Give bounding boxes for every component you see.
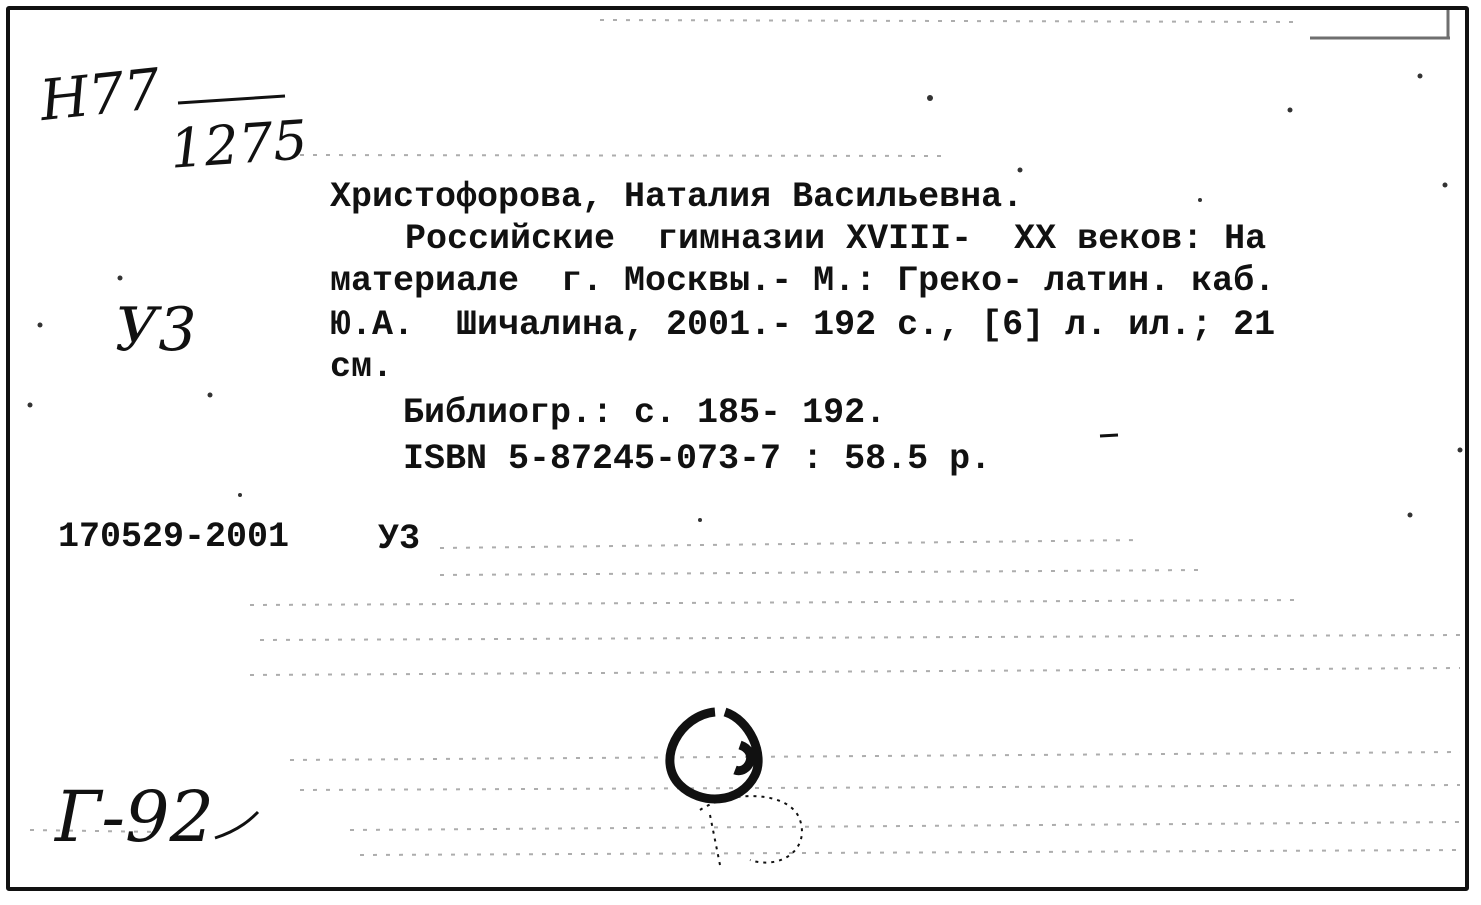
title-line-3: Ю.А. Шичалина, 2001.- 192 с., [6] л. ил.; 21 [330,305,1276,345]
accession-class: У3 [378,519,421,559]
accession-number: 170529-2001 [58,517,290,557]
author-heading: Христофорова, Наталия Васильевна. [330,177,1024,217]
handwritten-class: У3 [115,295,197,365]
shelfmark-bottom: 1275 [167,108,310,181]
title-line-2: материале г. Москвы.- М.: Греко- латин. каб. [330,261,1276,301]
shelfmark-top: Н77 [36,56,164,135]
bibliography-note: Библиогр.: с. 185- 192. [403,393,887,433]
title-line-4: см. [330,347,394,387]
stamp-mark [670,712,802,865]
shelfmark-rule [178,96,285,103]
isbn-price: ISBN 5-87245-073-7 : 58.5 р. [403,439,992,479]
title-line-1: Российские гимназии XVIII- XX веков: На [405,219,1267,259]
handwritten-footer: Г-92 [55,776,215,858]
